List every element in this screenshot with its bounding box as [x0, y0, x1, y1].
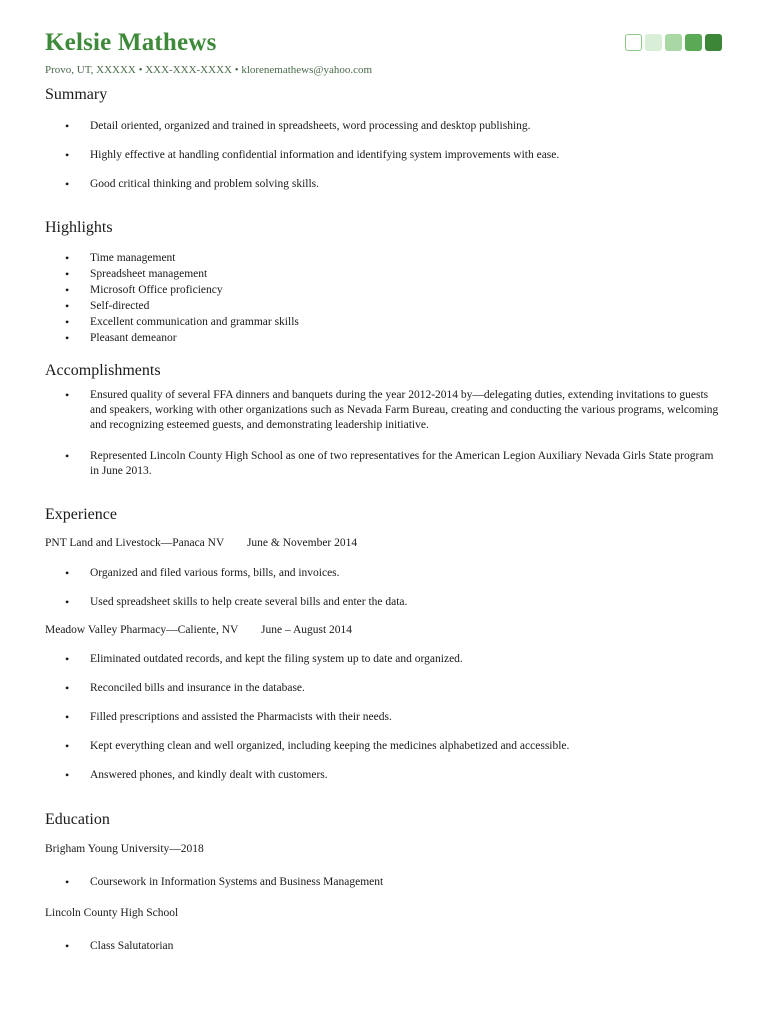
square-2	[645, 34, 662, 51]
list-item: • Time management	[45, 251, 725, 266]
job-employer: Meadow Valley Pharmacy—Caliente, NV	[45, 624, 239, 636]
job-dates: June – August 2014	[261, 624, 353, 636]
square-1	[625, 34, 642, 51]
accomplishments-list	[45, 388, 725, 479]
list-item: • Reconciled bills and insurance in the database.	[45, 681, 725, 696]
summary-heading: Summary	[45, 86, 108, 103]
list-item: • Represented Lincoln County High School as one of two representatives for the American Legion Auxiliary Nevada Girls State program in June 2013.	[45, 449, 725, 479]
summary-list	[45, 119, 725, 206]
highlights-heading: Highlights	[45, 219, 113, 236]
square-4	[685, 34, 702, 51]
square-3	[665, 34, 682, 51]
experience-heading: Experience	[45, 506, 117, 523]
candidate-name: Kelsie Mathews	[45, 29, 217, 56]
list-item: • Pleasant demeanor	[45, 331, 725, 346]
list-item: • Used spreadsheet skills to help create several bills and enter the data.	[45, 595, 725, 610]
list-item: • Highly effective at handling confidential information and identifying system improvements with ease.	[45, 148, 725, 163]
list-item: • Answered phones, and kindly dealt with customers.	[45, 768, 725, 783]
decorative-squares	[625, 34, 722, 51]
job-employer: PNT Land and Livestock—Panaca NV	[45, 537, 225, 549]
job-heading	[45, 536, 725, 551]
accomplishments-heading: Accomplishments	[45, 362, 161, 379]
list-item: • Self-directed	[45, 299, 725, 314]
education-heading: Education	[45, 811, 110, 828]
job-dates: June & November 2014	[246, 537, 358, 549]
list-item: • Coursework in Information Systems and Business Management	[45, 875, 725, 890]
list-item: • Ensured quality of several FFA dinners and banquets during the year 2012-2014 by—delegating duties, extending invitations to guests and speakers, working with other organizations such as Nevada Farm Bureau, creating and conducting the various programs, welcoming and recognizing esteemed guests, and demonstrating leadership initiative.	[45, 388, 725, 433]
list-item: • Filled prescriptions and assisted the Pharmacists with their needs.	[45, 710, 725, 725]
job-duties-list	[45, 566, 725, 624]
highlights-list	[45, 251, 725, 347]
contact-line: Provo, UT, XXXXX • XXX-XXX-XXXX • klorenemathews@yahoo.com	[45, 64, 373, 76]
list-item: • Class Salutatorian	[45, 939, 725, 954]
resume-page	[45, 28, 725, 77]
list-item: • Spreadsheet management	[45, 267, 725, 282]
school-list	[45, 939, 725, 954]
list-item: • Excellent communication and grammar skills	[45, 315, 725, 330]
school-name: Lincoln County High School	[45, 907, 179, 919]
job-heading	[45, 623, 725, 638]
list-item: • Organized and filed various forms, bills, and invoices.	[45, 566, 725, 581]
list-item: • Eliminated outdated records, and kept the filing system up to date and organized.	[45, 652, 725, 667]
list-item: • Microsoft Office proficiency	[45, 283, 725, 298]
school-name: Brigham Young University—2018	[45, 843, 204, 855]
list-item: • Detail oriented, organized and trained in spreadsheets, word processing and desktop publishing.	[45, 119, 725, 134]
list-item: • Kept everything clean and well organized, including keeping the medicines alphabetized and accessible.	[45, 739, 725, 754]
square-5	[705, 34, 722, 51]
school-list	[45, 875, 725, 890]
list-item: • Good critical thinking and problem solving skills.	[45, 177, 725, 192]
job-duties-list	[45, 652, 725, 797]
